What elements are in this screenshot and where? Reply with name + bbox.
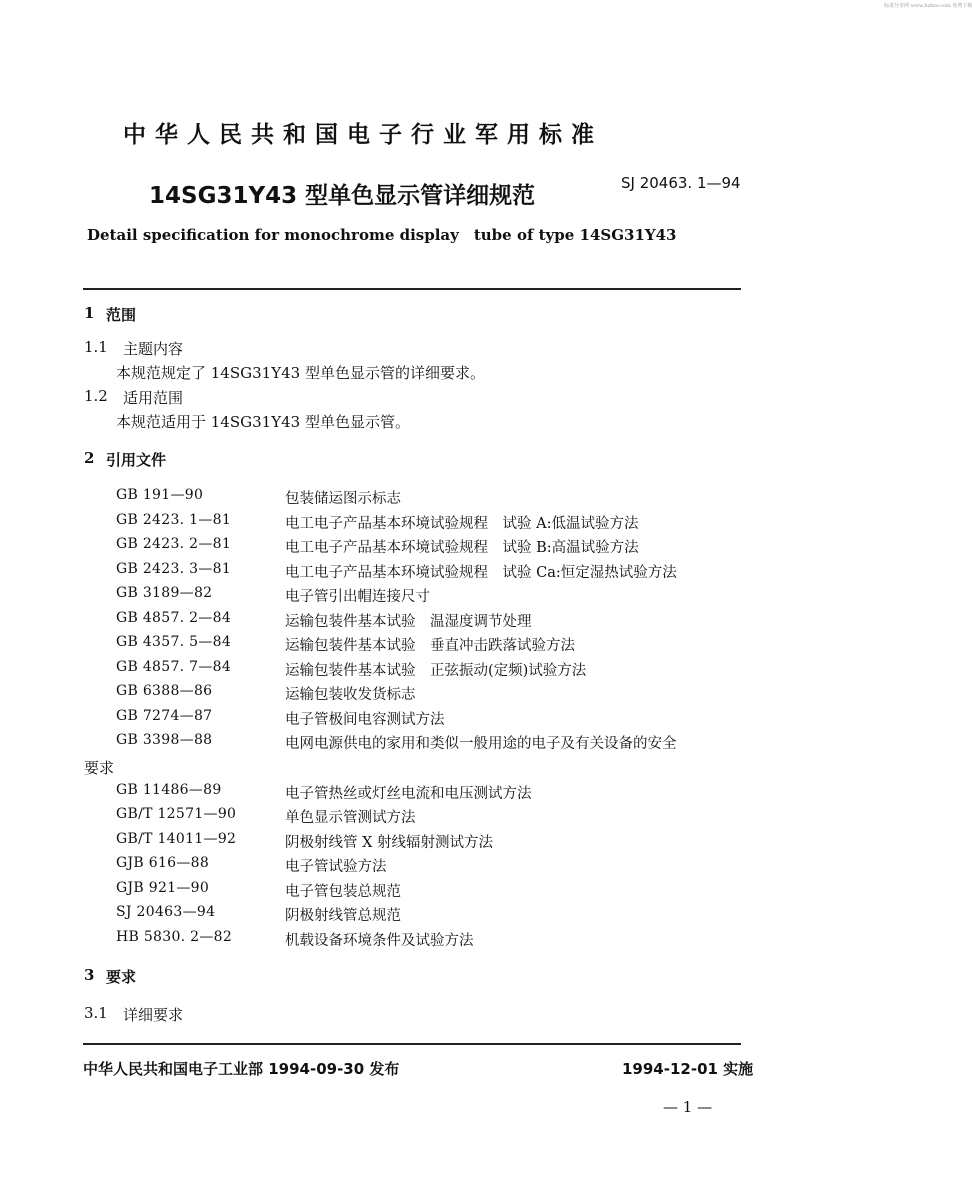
reference-title: 电工电子产品基本环境试验规程 试验 A:低温试验方法 [285, 516, 639, 532]
reference-title: 电工电子产品基本环境试验规程 试验 Ca:恒定湿热试验方法 [285, 565, 677, 581]
reference-title: 单色显示管测试方法 [285, 810, 416, 826]
reference-code: SJ 20463—94 [116, 904, 216, 920]
header-rule [83, 288, 741, 290]
section-1-1-number: 1.1 [84, 338, 108, 356]
reference-title: 运输包装件基本试验 垂直冲击跌落试验方法 [285, 638, 575, 654]
reference-code: GB 191—90 [116, 487, 204, 503]
reference-title: 运输包装收发货标志 [285, 687, 416, 703]
reference-code: GB 6388—86 [116, 683, 213, 699]
standard-number: SJ 20463. 1—94 [621, 174, 741, 192]
reference-title: 机载设备环境条件及试验方法 [285, 933, 474, 949]
reference-title: 阴极射线管 X 射线辐射测试方法 [285, 835, 494, 851]
section-1-2-title: 适用范围 [123, 389, 184, 407]
reference-title: 电子管包装总规范 [285, 884, 401, 900]
section-1-title: 范围 [106, 306, 137, 324]
reference-title: 运输包装件基本试验 温湿度调节处理 [285, 614, 532, 630]
section-1-1-text: 本规范规定了 14SG31Y43 型单色显示管的详细要求。 [116, 364, 485, 382]
reference-code: GB 4857. 2—84 [116, 610, 232, 626]
reference-title: 运输包装件基本试验 正弦振动(定频)试验方法 [285, 663, 587, 679]
issuing-authority-date: 中华人民共和国电子工业部 1994-09-30 发布 [83, 1060, 400, 1078]
reference-code: GJB 921—90 [116, 880, 210, 896]
reference-code: GB 4857. 7—84 [116, 659, 232, 675]
english-title: Detail specification for monochrome display tube of type 14SG31Y43 [87, 226, 677, 244]
section-3-1-title: 详细要求 [123, 1006, 184, 1024]
section-1-2-number: 1.2 [84, 387, 108, 405]
reference-title: 包装储运图示标志 [285, 491, 401, 507]
reference-code: GB/T 14011—92 [116, 831, 237, 847]
section-2-title: 引用文件 [106, 451, 167, 469]
reference-title: 电子管极间电容测试方法 [285, 712, 445, 728]
reference-title: 电子管热丝或灯丝电流和电压测试方法 [285, 786, 532, 802]
reference-code: GB 3189—82 [116, 585, 213, 601]
reference-code: HB 5830. 2—82 [116, 929, 233, 945]
section-3-title: 要求 [106, 968, 137, 986]
section-3-number: 3 [84, 966, 95, 984]
section-1-2-text: 本规范适用于 14SG31Y43 型单色显示管。 [116, 413, 410, 431]
reference-code: GJB 616—88 [116, 855, 210, 871]
reference-title: 电子管试验方法 [285, 859, 387, 875]
reference-title-wrap: 要求 [84, 759, 115, 777]
document-title: 14SG31Y43 型单色显示管详细规范 [149, 183, 536, 209]
reference-code: GB/T 12571—90 [116, 806, 237, 822]
page-number: — 1 — [663, 1098, 713, 1116]
watermark: 标准分享网 www.bzfxw.com 免费下载 [884, 3, 972, 9]
effective-date: 1994-12-01 实施 [622, 1060, 754, 1078]
section-3-1-number: 3.1 [84, 1004, 108, 1022]
reference-code: GB 2423. 3—81 [116, 561, 232, 577]
reference-code: GB 4357. 5—84 [116, 634, 232, 650]
reference-code: GB 2423. 2—81 [116, 536, 232, 552]
reference-code: GB 3398—88 [116, 732, 213, 748]
reference-title: 电子管引出帽连接尺寸 [285, 589, 430, 605]
reference-code: GB 2423. 1—81 [116, 512, 232, 528]
reference-code: GB 11486—89 [116, 782, 222, 798]
reference-title: 阴极射线管总规范 [285, 908, 401, 924]
reference-code: GB 7274—87 [116, 708, 213, 724]
section-1-number: 1 [84, 304, 95, 322]
reference-title: 电工电子产品基本环境试验规程 试验 B:高温试验方法 [285, 540, 639, 556]
issuing-organization: 中华人民共和国电子行业军用标准 [123, 122, 603, 148]
reference-title: 电网电源供电的家用和类似一般用途的电子及有关设备的安全 [285, 736, 677, 752]
section-2-number: 2 [84, 449, 95, 467]
footer-rule [83, 1043, 741, 1045]
section-1-1-title: 主题内容 [123, 340, 184, 358]
